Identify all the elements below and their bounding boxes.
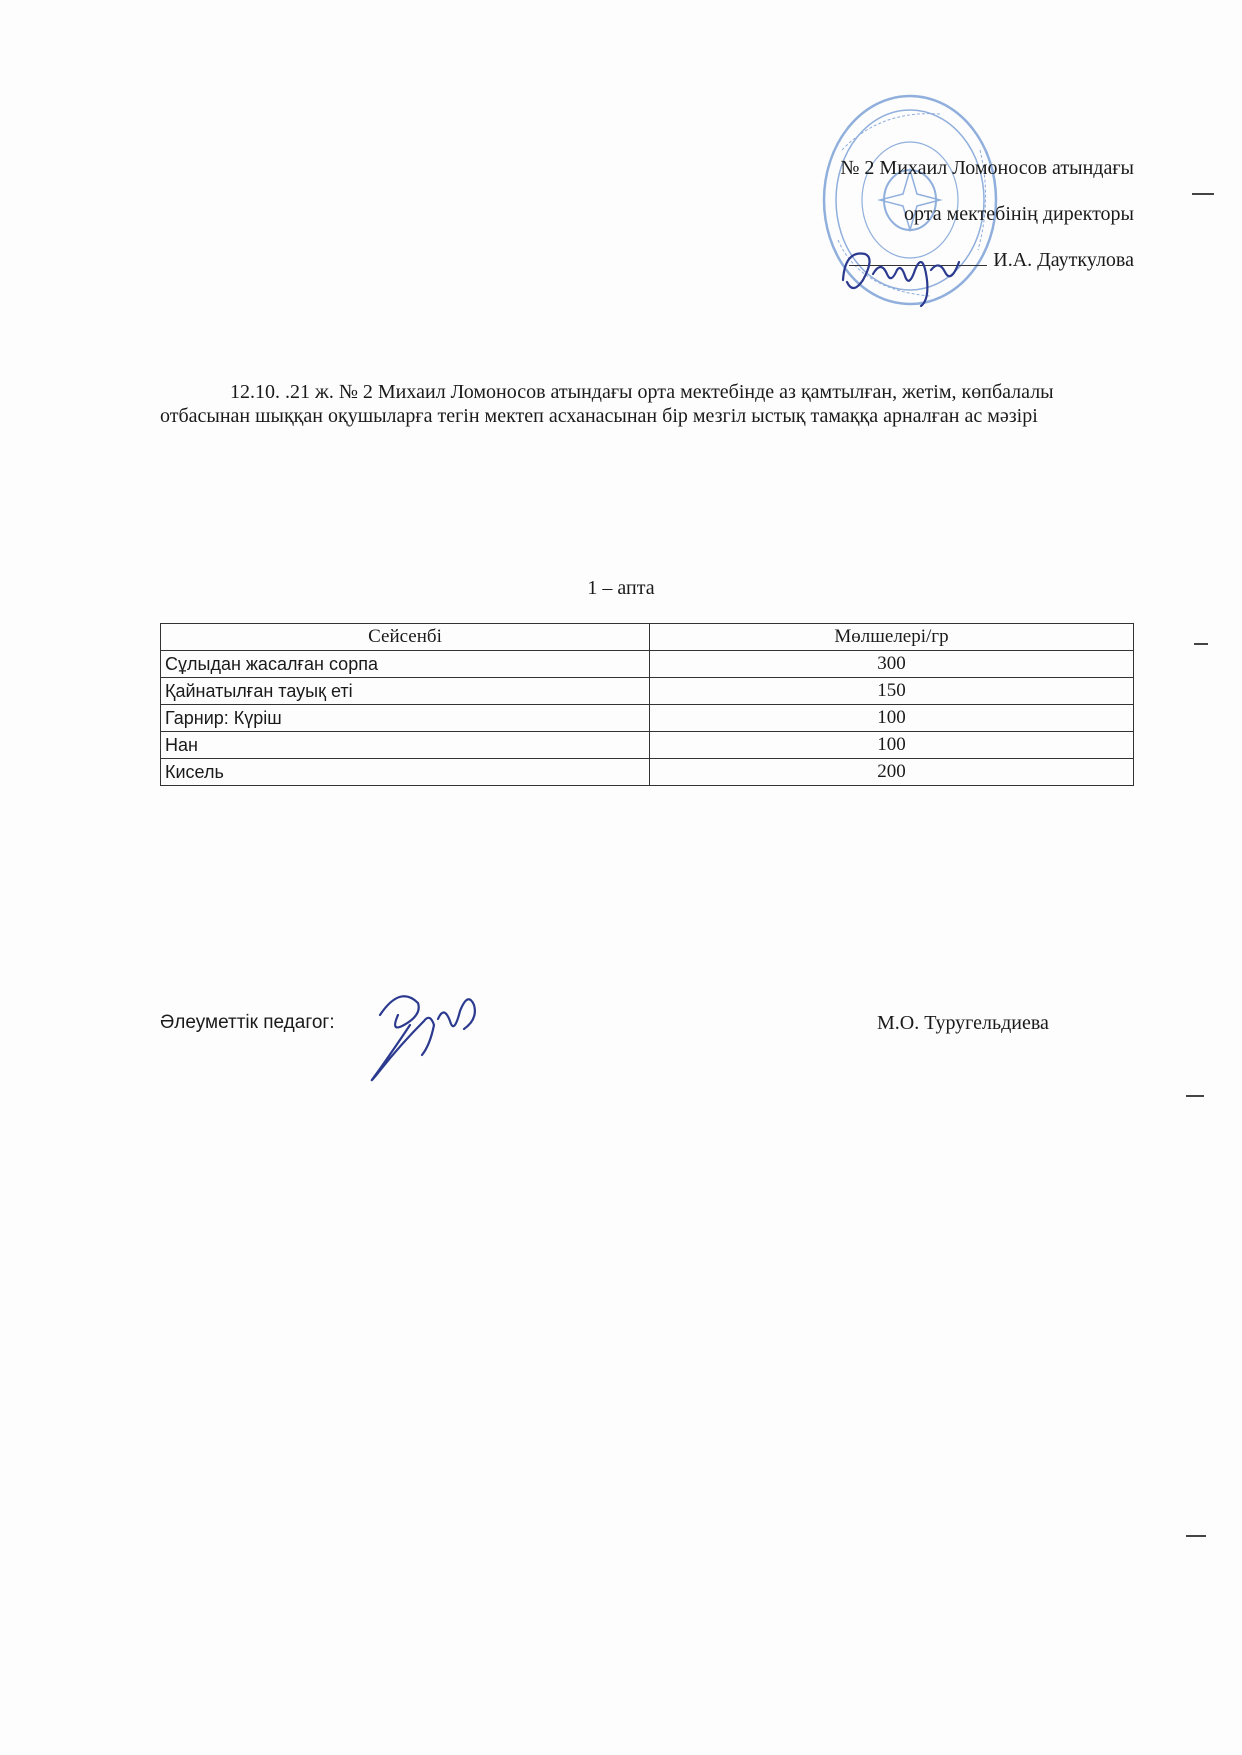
scan-mark xyxy=(1192,193,1214,195)
week-label: 1 – апта xyxy=(587,577,655,599)
dish-name: Гарнир: Күріш xyxy=(161,705,650,732)
dish-quantity: 200 xyxy=(650,759,1134,786)
approval-line-2: орта мектебінің директоры xyxy=(903,203,1134,225)
dish-name: Қайнатылған тауық еті xyxy=(161,678,650,705)
header-day: Сейсенбі xyxy=(161,624,650,651)
table-row xyxy=(161,678,1134,705)
pedagog-signature xyxy=(360,985,490,1085)
dish-quantity: 300 xyxy=(650,651,1134,678)
approval-line-1: № 2 Михаил Ломоносов атындағы xyxy=(840,157,1134,179)
table-row xyxy=(161,651,1134,678)
table-header-row xyxy=(161,624,1134,651)
dish-name: Нан xyxy=(161,732,650,759)
header-quantity: Мөлшелері/гр xyxy=(650,624,1134,651)
document-title xyxy=(160,380,1090,428)
scan-mark xyxy=(1194,643,1208,645)
dish-quantity: 100 xyxy=(650,705,1134,732)
scan-mark xyxy=(1186,1535,1206,1537)
table-row xyxy=(161,759,1134,786)
director-name: И.А. Дауткулова xyxy=(993,249,1134,271)
director-signature xyxy=(835,240,965,310)
pedagog-label: Әлеуметтік педагог: xyxy=(160,1012,335,1033)
table-row xyxy=(161,732,1134,759)
dish-quantity: 100 xyxy=(650,732,1134,759)
title-text: 12.10. .21 ж. № 2 Михаил Ломоносов атындағы орта мектебінде аз қамтылған, жетім, көпбалалы отбасынан шыққан оқушыларға тегін мектеп асханасынан бір мезгіл ыстық тамаққа арналған ас мәзірі xyxy=(160,381,1054,427)
table-row xyxy=(161,705,1134,732)
dish-quantity: 150 xyxy=(650,678,1134,705)
dish-name: Сұлыдан жасалған сорпа xyxy=(161,651,650,678)
menu-table xyxy=(160,623,1134,786)
scan-mark xyxy=(1186,1095,1204,1097)
pedagog-name: М.О. Туругельдиева xyxy=(877,1012,1049,1034)
dish-name: Кисель xyxy=(161,759,650,786)
